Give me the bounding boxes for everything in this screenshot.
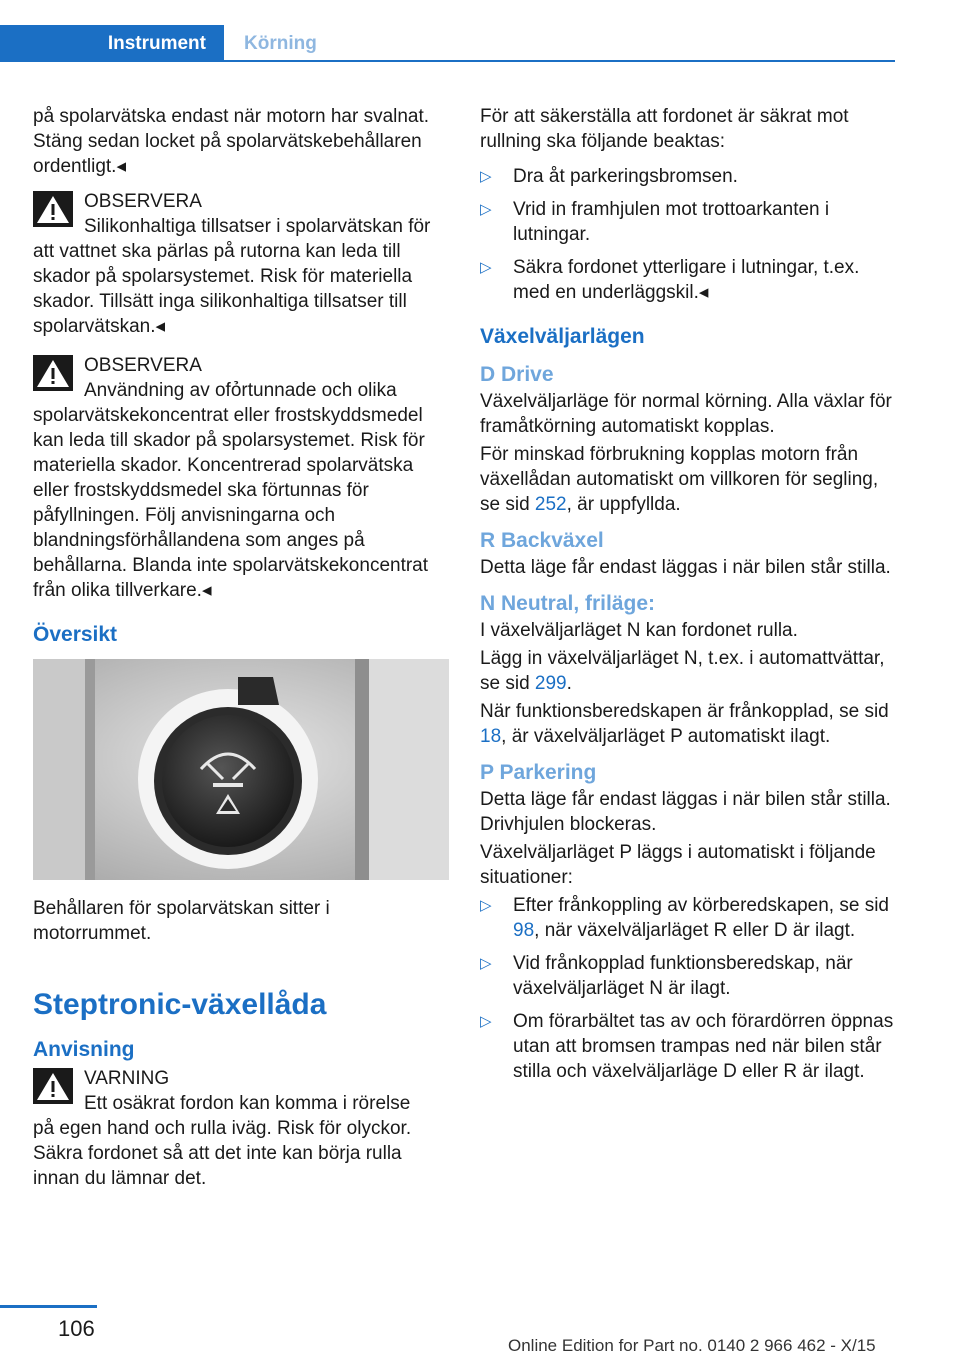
warning-text-first: Ett osäkrat fordon kan komma i rörelse — [84, 1093, 411, 1114]
edition-note: Online Edition for Part no. 0140 2 966 462 - X/15 — [508, 1336, 876, 1355]
intro-paragraph: på spolarvätska endast när motorn har svalnat. Stäng sedan locket på spolarvätskebehållaren ordentligt.◂ — [33, 106, 430, 177]
list-item: ▷ Säkra fordonet ytterligare i lutningar, t.ex. med en underläggskil.◂ — [480, 257, 860, 303]
warning-triangle-icon — [33, 355, 73, 391]
triangle-bullet-icon: ▷ — [480, 955, 492, 972]
list-item: ▷ Vrid in framhjulen mot trottoarkanten i lutningar. — [480, 199, 830, 245]
warning-title: OBSERVERA — [84, 355, 202, 376]
warning-text-rest: på egen hand och rulla iväg. Risk för olyckor. Säkra fordonet så att det inte kan börja rulla innan du lämnar det. — [33, 1118, 412, 1189]
list-item: ▷ Efter frånkoppling av körberedskapen, se sid 98, när växelväljarläget R eller D är ilagt. — [480, 895, 889, 941]
page-link[interactable]: 252 — [534, 494, 567, 515]
drive-paragraph-2: För minskad förbrukning kopplas motorn från växellådan automatiskt om villkoren för segling, se sid 252, är uppfyllda. — [480, 444, 879, 515]
warning-triangle-icon — [33, 1068, 73, 1104]
header-divider — [0, 60, 895, 62]
heading-r-backvaxel: R Backväxel — [480, 529, 604, 552]
park-paragraph-2: Växelväljarläget P läggs i automatiskt i följande situationer: — [480, 842, 876, 888]
warning-title: VARNING — [84, 1068, 170, 1089]
heading-vaxelvaljarlagen: Växelväljarlägen — [480, 325, 645, 348]
photo-caption: Behållaren för spolarvätskan sitter i motorrummet. — [33, 898, 330, 944]
neutral-paragraph-1: I växelväljarläget N kan fordonet rulla. — [480, 620, 798, 641]
heading-d-drive: D Drive — [480, 363, 554, 386]
neutral-paragraph-3: När funktionsberedskapen är frånkopplad, se sid 18, är växelväljarläget P automatiskt ilagt. — [480, 701, 889, 747]
page-link[interactable]: 299 — [534, 673, 567, 694]
warning-text-first: Silikonhaltiga tillsatser i spolarvätskan för — [84, 216, 431, 237]
right-column — [480, 104, 898, 1094]
warning-triangle-icon — [33, 191, 73, 227]
footer-accent-bar — [0, 1305, 97, 1308]
park-paragraph-1: Detta läge får endast läggas i när bilen står stilla. Drivhjulen blockeras. — [480, 789, 891, 835]
drive-paragraph-1: Växelväljarläge för normal körning. Alla växlar för framåtkörning automatiskt kopplas. — [480, 391, 892, 437]
page-number: 106 — [58, 1316, 95, 1341]
warning-title: OBSERVERA — [84, 191, 202, 212]
list-item: ▷ Dra åt parkeringsbromsen. — [480, 166, 738, 187]
park-situations-list — [480, 893, 898, 1084]
heading-anvisning: Anvisning — [33, 1038, 135, 1061]
heading-n-neutral: N Neutral, friläge: — [480, 592, 656, 615]
header — [0, 0, 895, 62]
warning-text-rest: spolarvätskekoncentrat eller frostskyddsmedel kan leda till skador på spolarsystemet. Risk för materiella skador. Koncentrerad spolarvätska eller frostskyddsmedel ska förtunnas för påfyllningen. Följ anvisningarna och blandningsförhållandena som anges på behållarna. Blanda inte spolarvätskekoncentrat från olika tillverkare.◂ — [33, 405, 429, 601]
page-link[interactable]: 98 — [513, 920, 535, 941]
triangle-bullet-icon: ▷ — [480, 897, 492, 914]
triangle-bullet-icon: ▷ — [480, 168, 492, 185]
warning-box-3 — [33, 1066, 449, 1191]
list-item: ▷ Om förarbältet tas av och förardörren öppnas utan att bromsen trampas ned när bilen står stilla och växelväljarläge D eller R är ilagt. — [480, 1011, 894, 1082]
washer-reservoir-photo — [33, 659, 449, 880]
tab-korning[interactable]: Körning — [244, 32, 317, 54]
triangle-bullet-icon: ▷ — [480, 201, 492, 218]
triangle-bullet-icon: ▷ — [480, 259, 492, 276]
triangle-bullet-icon: ▷ — [480, 1013, 492, 1030]
warning-box-2 — [33, 353, 449, 603]
warning-box-1 — [33, 189, 449, 339]
intro-paragraph: För att säkerställa att fordonet är säkrat mot rullning ska följande beaktas: — [480, 106, 849, 152]
heading-p-parkering: P Parkering — [480, 761, 597, 784]
tab-instrument[interactable]: Instrument — [0, 25, 224, 62]
warning-text-first: Användning av ofỏrtunnade och olika — [84, 380, 397, 401]
neutral-paragraph-2: Lägg in växelväljarläget N, t.ex. i automattvättar, se sid 299. — [480, 648, 885, 694]
left-column — [33, 104, 449, 1205]
list-item: ▷ Vid frånkopplad funktionsberedskap, när växelväljarläget N är ilagt. — [480, 953, 853, 999]
heading-steptronic: Steptronic-växellåda — [33, 988, 327, 1021]
reverse-paragraph: Detta läge får endast läggas i när bilen står stilla. — [480, 557, 891, 578]
heading-oversikt: Översikt — [33, 623, 118, 646]
warning-text-rest: att vattnet ska pärlas på rutorna kan leda till skador på spolarsystemet. Risk för materiella skador. Tillsätt inga silikonhaltiga tillsatser till spolarvätskan.◂ — [33, 241, 413, 337]
page-link[interactable]: 18 — [480, 726, 502, 747]
securing-list — [480, 164, 898, 305]
